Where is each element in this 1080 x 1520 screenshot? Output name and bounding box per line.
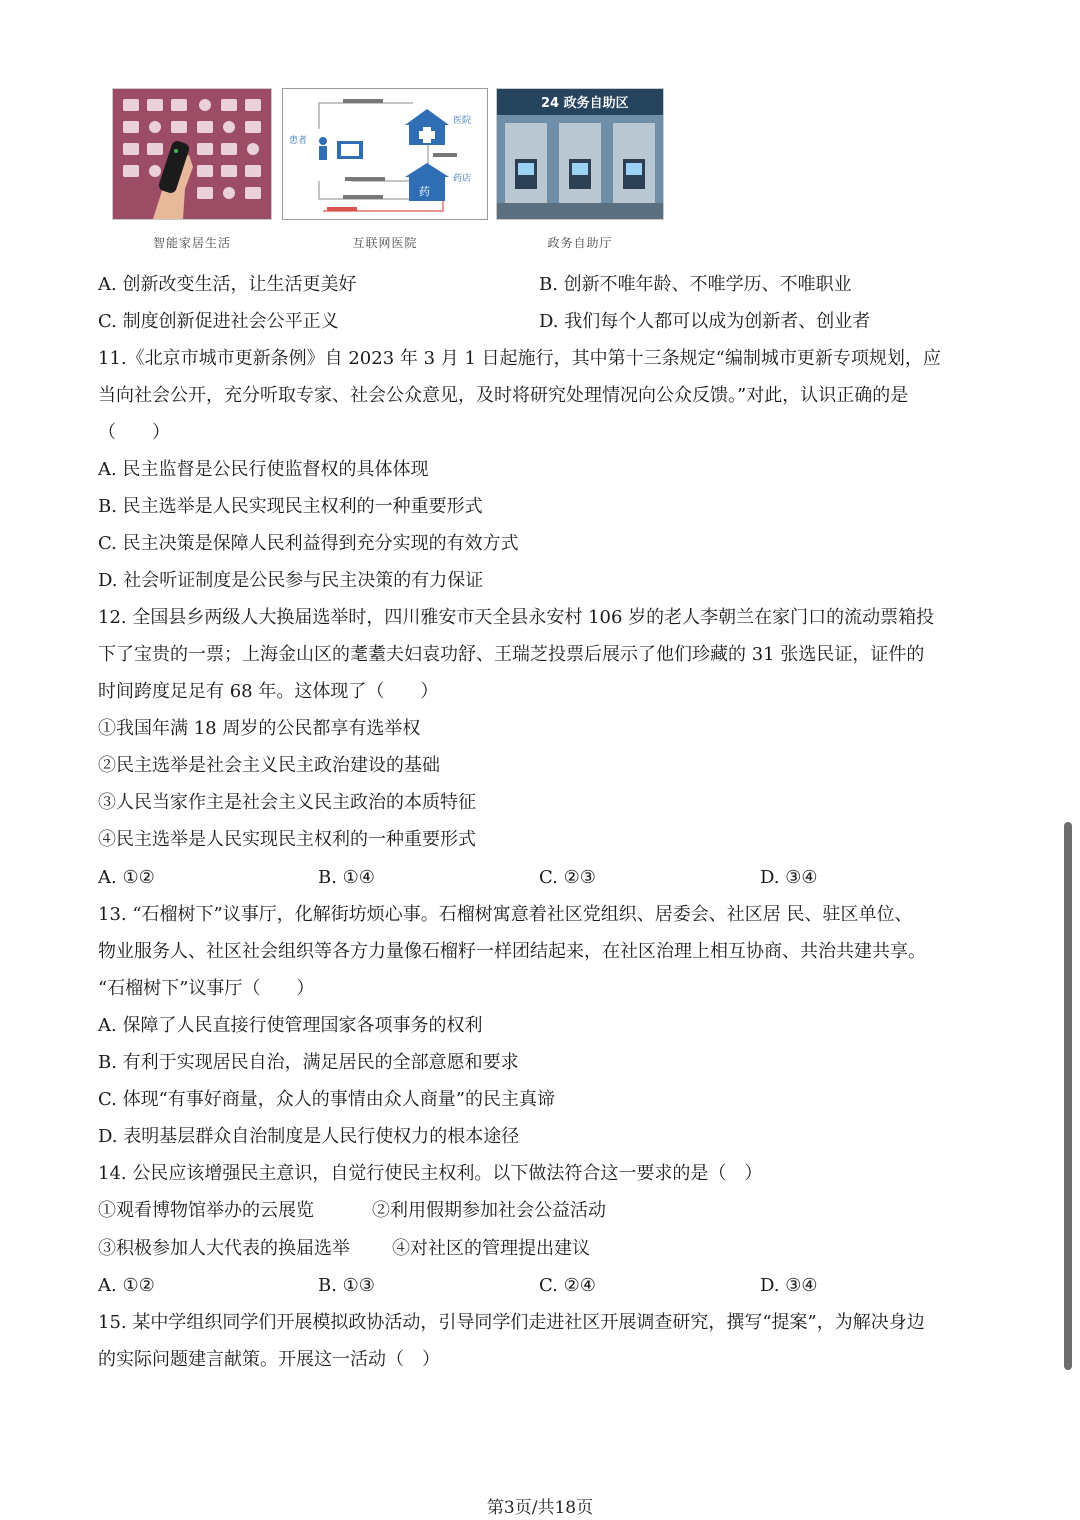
q13-stem-line3: “石榴树下”议事厅（ ） (98, 978, 315, 999)
q14-stem-line1: 14. 公民应该增强民主意识，自觉行使民主权利。以下做法符合这一要求的是（ ） (98, 1163, 763, 1184)
q14-option-b: B. ①③ (318, 1275, 375, 1296)
q12-option-a: A. ①② (98, 867, 155, 888)
internet-hospital-diagram (282, 88, 488, 220)
q13-option-a: A. 保障了人民直接行使管理国家各项事务的权利 (98, 1015, 483, 1036)
kiosk-sign: 24 政务自助区 (541, 96, 629, 111)
q11-option-b: B. 民主选举是人民实现民主权利的一种重要形式 (98, 496, 483, 517)
q14-statement-3: ③积极参加人大代表的换届选举 (98, 1238, 350, 1259)
q12-statement-2: ②民主选举是社会主义民主政治建设的基础 (98, 755, 440, 776)
q12-stem-line1: 12. 全国县乡两级人大换届选举时，四川雅安市天全县永安村 106 岁的老人李朝兰在家门口的流动票箱投 (98, 607, 935, 628)
q11-option-c: C. 民主决策是保障人民利益得到充分实现的有效方式 (98, 533, 519, 554)
q11-stem-line1: 11.《北京市城市更新条例》自 2023 年 3 月 1 日起施行，其中第十三条规定“编制城市更新专项规划，应 (98, 348, 941, 369)
smart-home-icons (113, 89, 271, 219)
q13-option-b: B. 有利于实现居民自治，满足居民的全部意愿和要求 (98, 1052, 519, 1073)
q11-option-d: D. 社会听证制度是公民参与民主决策的有力保证 (98, 570, 484, 591)
figure-caption: 互联网医院 (352, 236, 418, 250)
q10-option-c: C. 制度创新促进社会公平正义 (98, 311, 339, 332)
hospital-label: 医院 (453, 116, 472, 126)
q12-stem-line2: 下了宝贵的一票；上海金山区的耄耋夫妇袁功舒、王瑞芝投票后展示了他们珍藏的 31 张选民证，证件的 (98, 644, 925, 665)
q12-statement-3: ③人民当家作主是社会主义民主政治的本质特征 (98, 792, 476, 813)
q12-stem-line3: 时间跨度足足有 68 年。这体现了（ ） (98, 681, 439, 702)
scrollbar-thumb[interactable] (1064, 822, 1072, 1370)
q13-option-c: C. 体现“有事好商量，众人的事情由众人商量”的民主真谛 (98, 1089, 555, 1110)
q14-statement-2: ②利用假期参加社会公益活动 (372, 1200, 606, 1221)
figure-caption: 智能家居生活 (152, 236, 231, 250)
page-footer: 第3页/共18页 (486, 1498, 594, 1518)
figure-row (112, 88, 672, 258)
q14-option-c: C. ②④ (539, 1275, 596, 1296)
q13-option-d: D. 表明基层群众自治制度是人民行使权力的根本途径 (98, 1126, 520, 1147)
q13-stem-line2: 物业服务人、社区社会组织等各方力量像石榴籽一样团结起来，在社区治理上相互协商、共治共建共享。 (98, 941, 926, 962)
q11-stem-line2: 当向社会公开，充分听取专家、社会公众意见，及时将研究处理情况向公众反馈。”对此，认识正确的是 (98, 385, 909, 406)
figure-smart-home (112, 88, 272, 250)
q10-option-a: A. 创新改变生活，让生活更美好 (98, 274, 357, 295)
hospital-flow-diagram (283, 89, 487, 219)
kiosk-hall (497, 89, 663, 219)
q14-statement-4: ④对社区的管理提出建议 (392, 1238, 590, 1259)
medicine-label: 药 (419, 185, 430, 198)
q14-statement-1: ①观看博物馆举办的云展览 (98, 1200, 314, 1221)
gov-self-service-photo (496, 88, 664, 220)
smart-home-photo (112, 88, 272, 220)
q13-stem-line1: 13. “石榴树下”议事厅，化解街坊烦心事。石榴树寓意着社区党组织、居委会、社区居 民、驻区单位、 (98, 904, 913, 925)
q10-option-d: D. 我们每个人都可以成为创新者、创业者 (539, 311, 871, 332)
q12-statement-1: ①我国年满 18 周岁的公民都享有选举权 (98, 718, 421, 739)
q12-statement-4: ④民主选举是人民实现民主权利的一种重要形式 (98, 829, 476, 850)
figure-internet-hospital (282, 88, 488, 250)
figure-caption: 政务自助厅 (547, 236, 613, 250)
q15-stem-line1: 15. 某中学组织同学们开展模拟政协活动，引导同学们走进社区开展调查研究，撰写“提案”，为解决身边 (98, 1312, 925, 1333)
q14-option-a: A. ①② (98, 1275, 155, 1296)
q10-option-b: B. 创新不唯年龄、不唯学历、不唯职业 (539, 274, 852, 295)
q12-option-c: C. ②③ (539, 867, 596, 888)
patient-label: 患者 (289, 136, 308, 146)
q15-stem-line2: 的实际问题建言献策。开展这一活动（ ） (98, 1349, 440, 1370)
q12-option-d: D. ③④ (760, 867, 818, 888)
q11-option-a: A. 民主监督是公民行使监督权的具体体现 (98, 459, 429, 480)
q11-stem-line3: （ ） (98, 422, 170, 443)
figure-gov-self-service (496, 88, 664, 250)
q14-option-d: D. ③④ (760, 1275, 818, 1296)
pharmacy-label: 药店 (453, 174, 472, 184)
q12-option-b: B. ①④ (318, 867, 375, 888)
